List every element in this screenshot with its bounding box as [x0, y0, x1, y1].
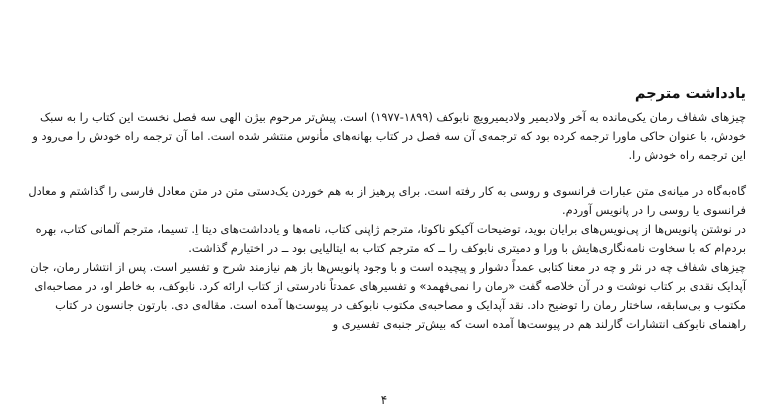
paragraph-3: در نوشتن پانویس‌ها از پی‌نویس‌های برایان بوید، توضیحات آکیکو ناکوتا، مترجم ژاپنی کتاب، نامه‌ها و یادداشت‌های دیتا اِ. تسیما، مترجم آلمانی کتاب، بهره بردم‌ام که با سخاوت نامه‌نگاری‌هایش با ورا و دمیتری نابوکف را ــ که مترجم کتاب به ایتالیایی بود ــ در اختیارم گذاشت.: [35, 222, 746, 255]
page-content: [22, 84, 746, 334]
section-title: یادداشت مترجم: [634, 86, 746, 102]
paragraph-spacer: [22, 165, 746, 182]
paragraph-1: چیزهای شفاف رمان یکی‌مانده به آخر ولادیمیر ولادیمیرویچ نابوکف (۱۸۹۹-۱۹۷۷) است. پیش‌تر مرحوم بیژن الهی سه فصل نخست این کتاب را به سبک خودش، با عنوان حاکی ماورا ترجمه کرده بود که ترجمه‌ی آن سه فصل در کتاب بهانه‌های مأنوس منتشر شده است. اما آن ترجمه راه خودش را می‌رود و این ترجمه راه خودش را.: [32, 110, 746, 162]
page-number: ۴: [380, 393, 388, 407]
paragraph-4: چیزهای شفاف چه در نثر و چه در معنا کتابی عمداً دشوار و پیچیده است و با وجود پانویس‌ها باز هم نیازمند شرح و تفسیر است. پس از انتشار رمان، جان آپدایک نقدی بر کتاب نوشت و در آن خلاصه گفت «رمان را نمی‌فهمد» و تفسیرهای عمدتاً نادرستی از کتاب ارائه کرد. نابوکف، به خاطر او، در مصاحبه‌ای مکتوب و بی‌سابقه، ساختار رمان را توضیح داد. نقد آپدایک و مصاحبه‌ی مکتوب نابوکف در پیوست‌ها آمده است. مقاله‌ی دی. بارتون جانسون در کتاب راهنمای نابوکف انتشارات گارلند هم در پیوست‌ها آمده است که بیش‌تر جنبه‌ی تفسیری و: [30, 260, 746, 331]
paragraph-2: گاه‌به‌گاه در میانه‌ی متن عبارات فرانسوی و روسی به کار رفته است. برای پرهیز از به هم خوردن یک‌دستی متن در متن معادل فارسی را گذاشتم و معادل فرانسوی یا روسی را در پانویس آوردم.: [28, 184, 746, 217]
